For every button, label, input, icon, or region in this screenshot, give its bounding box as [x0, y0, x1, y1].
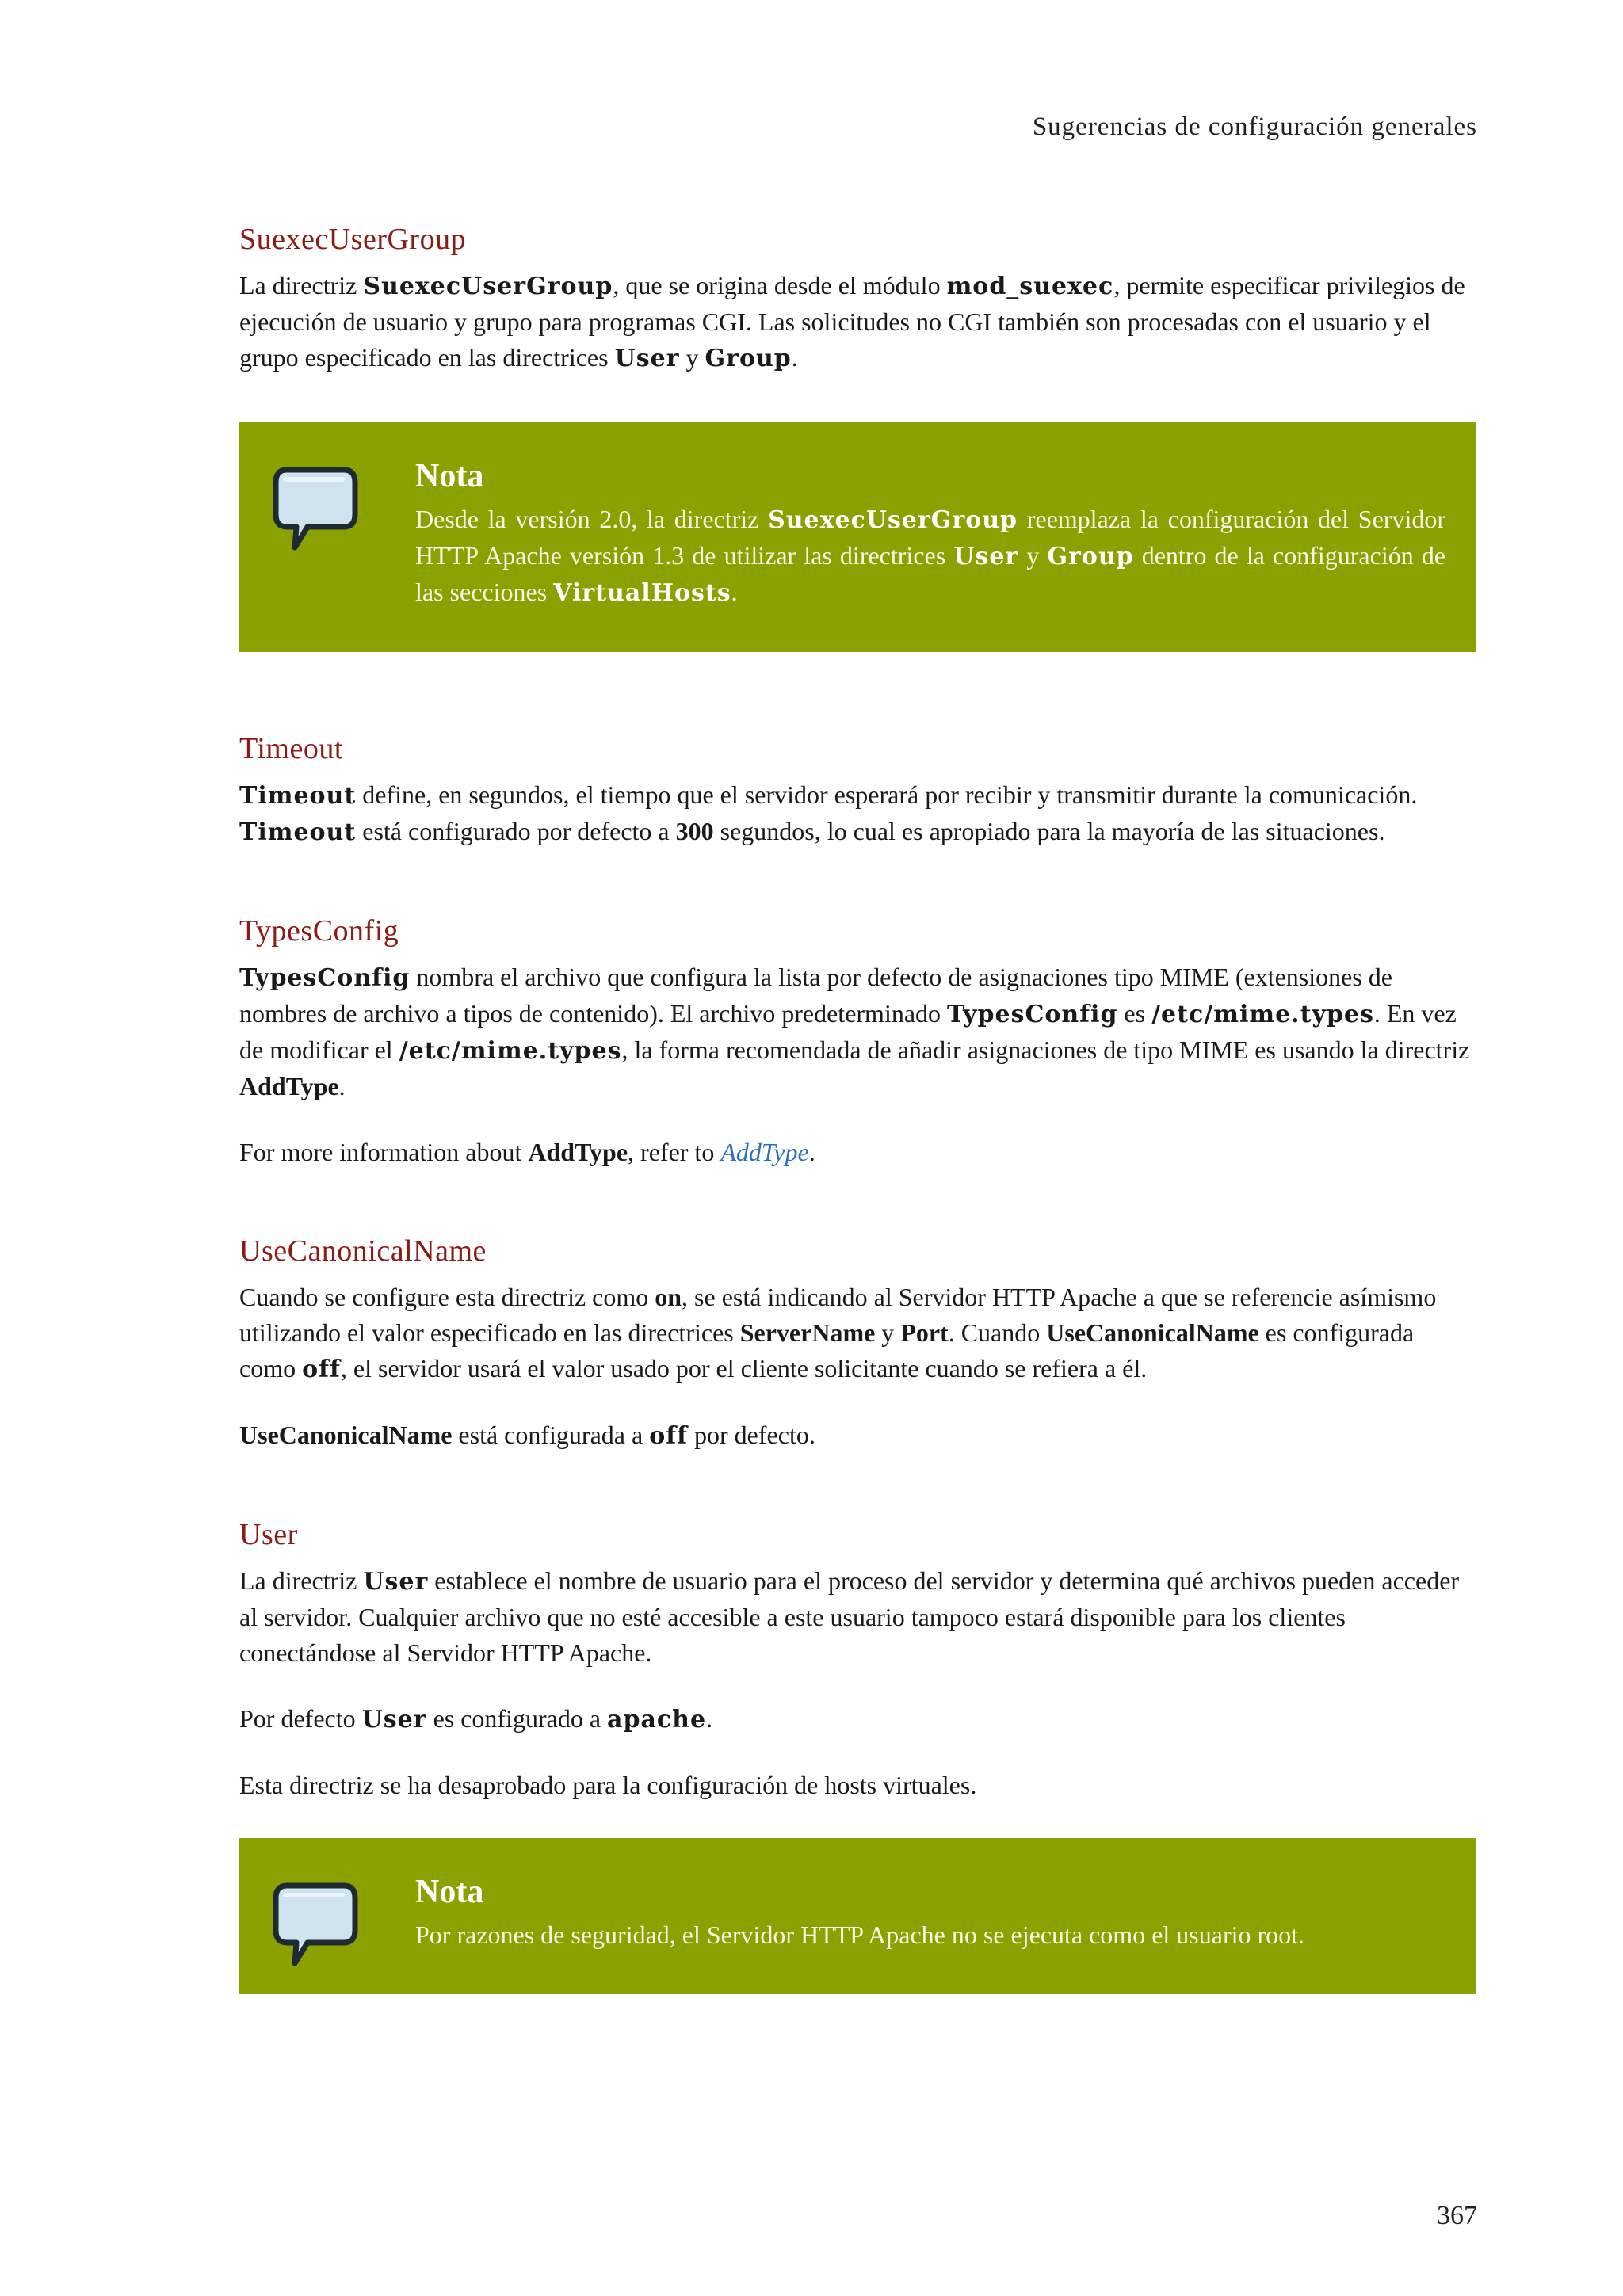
value-term: off	[302, 1356, 341, 1383]
code-term: UseCanonicalName	[239, 1421, 453, 1449]
value-term: off	[649, 1422, 689, 1450]
code-term: VirtualHosts	[553, 579, 731, 607]
section-heading: UseCanonicalName	[239, 1234, 487, 1268]
code-term: /etc/mime.types	[399, 1037, 622, 1065]
section-heading: Timeout	[239, 732, 343, 765]
section-heading: TypesConfig	[239, 914, 399, 948]
paragraph: For more information about AddType, refer to AddType.	[239, 1138, 815, 1166]
code-term: SuexecUserGroup	[768, 506, 1018, 534]
code-term: Timeout	[239, 782, 357, 810]
code-term: Group	[1047, 543, 1134, 570]
addtype-link[interactable]: AddType	[720, 1138, 809, 1166]
code-term: SuexecUserGroup	[363, 273, 613, 300]
paragraph: Cuando se configure esta directriz como on, se está indicando al Servidor HTTP Apache a que se referencie asímismo utilizando el valor especificado en las directrices ServerName y Port. Cuando UseCanonicalName es configurada como off, el servidor usará el valor usado por el cliente solicitante cuando se refiera a él.	[239, 1283, 1437, 1383]
speech-bubble-icon	[271, 462, 360, 557]
paragraph: Esta directriz se ha desaprobado para la configuración de hosts virtuales.	[239, 1771, 977, 1799]
code-term: User	[614, 345, 680, 372]
note-title: Nota	[415, 1874, 484, 1910]
value-term: 300	[675, 817, 714, 845]
paragraph: La directriz User establece el nombre de usuario para el proceso del servidor y determina qué archivos pueden acceder al servidor. Cualquier archivo que no esté accesible a este usuario tampoco estará disponible para los clientes conectándose al Servidor HTTP Apache.	[239, 1566, 1460, 1667]
note-box	[239, 1838, 1476, 1994]
code-term: User	[361, 1706, 427, 1733]
code-term: Timeout	[239, 818, 357, 846]
code-term: Port	[900, 1318, 949, 1347]
section-heading: User	[239, 1518, 298, 1551]
section-heading: SuexecUserGroup	[239, 223, 467, 256]
paragraph: La directriz SuexecUserGroup, que se origina desde el módulo mod_suexec, permite especificar privilegios de ejecución de usuario y grupo para programas CGI. Las solicitudes no CGI también son procesadas con el usuario y el grupo especificado en las directrices User y Group.	[239, 271, 1465, 372]
section-user	[239, 1517, 1476, 1994]
code-term: AddType	[528, 1138, 628, 1166]
note-text: Desde la versión 2.0, la directriz SuexecUserGroup reemplaza la configuración del Servidor HTTP Apache versión 1.3 de utilizar las directrices User y Group dentro de la configuración de las secciones VirtualHosts.	[415, 505, 1446, 607]
code-term: TypesConfig	[947, 1001, 1118, 1028]
paragraph: UseCanonicalName está configurada a off por defecto.	[239, 1421, 815, 1450]
paragraph: Timeout define, en segundos, el tiempo que el servidor esperará por recibir y transmitir durante la comunicación. Timeout está configurado por defecto a 300 segundos, lo cual es apropiado para la mayoría de las situaciones.	[239, 780, 1418, 846]
section-suexecusergroup	[239, 222, 1476, 652]
code-term: TypesConfig	[239, 964, 411, 992]
page-number: 367	[1437, 2201, 1477, 2230]
code-term: UseCanonicalName	[1046, 1318, 1259, 1347]
code-term: User	[953, 543, 1019, 570]
code-term: ServerName	[739, 1318, 876, 1347]
note-text: Por razones de seguridad, el Servidor HTTP Apache no se ejecuta como el usuario root.	[415, 1920, 1305, 1949]
code-term: User	[363, 1568, 429, 1596]
section-timeout	[239, 731, 1476, 850]
paragraph: TypesConfig nombra el archivo que configura la lista por defecto de asignaciones tipo MIME (extensiones de nombres de archivo a tipos de contenido). El archivo predeterminado TypesConfig es /etc/mime.types. En vez de modificar el /etc/mime.types, la forma recomendada de añadir asignaciones de tipo MIME es usando la directriz AddType.	[239, 963, 1470, 1100]
value-term: apache	[607, 1706, 707, 1733]
code-term: mod_suexec	[946, 273, 1114, 300]
speech-bubble-icon	[271, 1878, 360, 1973]
section-usecanonicalname	[239, 1234, 1476, 1454]
paragraph: Por defecto User es configurado a apache.	[239, 1704, 713, 1733]
section-typesconfig	[239, 913, 1476, 1170]
running-header: Sugerencias de configuración generales	[1032, 113, 1477, 141]
code-term: Group	[705, 345, 792, 372]
note-box	[239, 422, 1476, 652]
code-term: /etc/mime.types	[1151, 1001, 1374, 1028]
value-term: on	[655, 1283, 682, 1311]
note-title: Nota	[415, 458, 484, 494]
code-term: AddType	[239, 1072, 339, 1100]
page-content	[239, 222, 1476, 2073]
